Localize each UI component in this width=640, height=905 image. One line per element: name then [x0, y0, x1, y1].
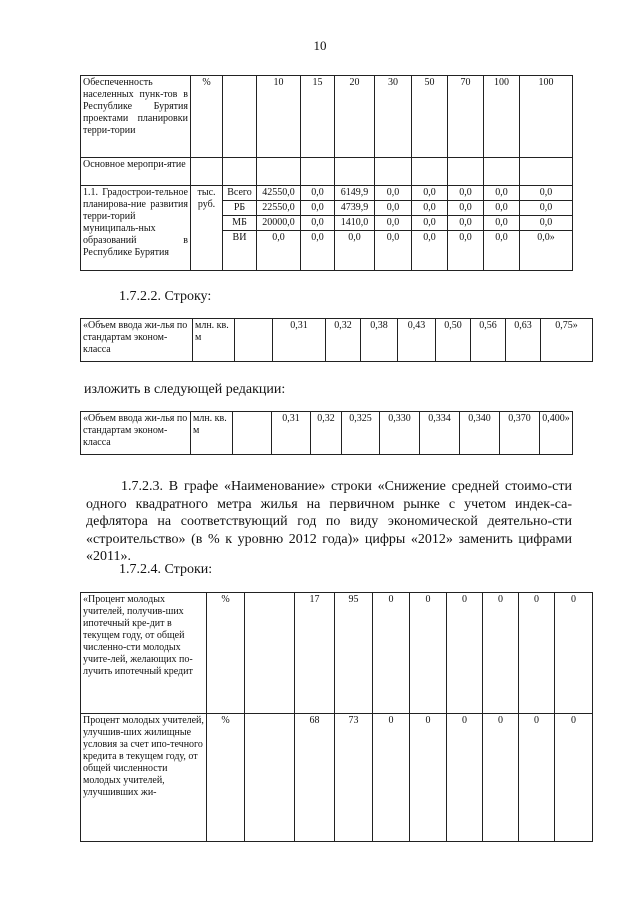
cell-value: 0,0 [375, 201, 412, 216]
cell-value: 22550,0 [257, 201, 301, 216]
cell-value: 0,0 [484, 201, 520, 216]
row-name: Основное меропри-ятие [81, 158, 191, 186]
cell-value: 0,0 [301, 216, 335, 231]
cell-value: 0,0 [412, 231, 448, 271]
row-name: «Процент молодых учителей, получив-ших ипотечный кре-дит в текущем году, от общей численно-сти молодых учите-лей, желающих по-лучить ипотечный кредит [81, 593, 207, 714]
source-label: МБ [223, 216, 257, 231]
table-row [81, 412, 573, 455]
cell-value: 20 [335, 76, 375, 158]
cell-value: 0,0 [484, 231, 520, 271]
cell-value: 0 [483, 593, 519, 714]
cell-value: 0,0 [257, 231, 301, 271]
cell-value: 0 [373, 593, 410, 714]
table-row [81, 186, 573, 201]
cell-value: 0 [373, 714, 410, 842]
cell-value: 0,0 [520, 201, 573, 216]
cell-value: 0,0 [301, 186, 335, 201]
cell-value: 0 [410, 714, 447, 842]
cell-value: 50 [412, 76, 448, 158]
cell-value: 0,370 [500, 412, 540, 455]
cell-value: 0,0 [448, 231, 484, 271]
cell-value: 68 [295, 714, 335, 842]
cell-value: 0 [519, 593, 555, 714]
cell-value: 0,0 [520, 216, 573, 231]
cell-value: 0 [410, 593, 447, 714]
amendment-paragraph: 1.7.2.3. В графе «Наименование» строки «Снижение средней стоимо-сти одного квадратного метра жилья на первичном рынке с учетом индек-са-дефлятора на соответствующий год по виду экономической деятельно-сти «строительство» (в % к уровню 2012 года)» цифры «2012» заменить цифрами «2011». [86, 479, 572, 564]
section-heading: изложить в следующей редакции: [84, 382, 286, 397]
cell-value: 0 [555, 714, 593, 842]
cell-value: 0,0 [375, 231, 412, 271]
page-number: 10 [313, 38, 327, 53]
cell-value: 0,0 [448, 201, 484, 216]
cell-value: 100 [484, 76, 520, 158]
cell-value: 0 [555, 593, 593, 714]
cell-value: 20000,0 [257, 216, 301, 231]
cell-value: 1410,0 [335, 216, 375, 231]
row-name: «Объем ввода жи-лья по стандартам эконом-класса [81, 412, 191, 455]
cell-value: 0,0 [301, 201, 335, 216]
cell-value: 0,75» [541, 319, 593, 362]
cell-value: 0,0 [520, 186, 573, 201]
row-unit: млн. кв. м [193, 319, 235, 362]
section-heading: 1.7.2.2. Строку: [119, 289, 212, 304]
cell-value: 0 [447, 714, 483, 842]
cell-value: 0,32 [326, 319, 361, 362]
cell-value: 0,0» [520, 231, 573, 271]
source-label: ВИ [223, 231, 257, 271]
table-row [81, 76, 573, 158]
table-row [81, 593, 593, 714]
table-row [81, 319, 593, 362]
row-unit: % [207, 593, 245, 714]
cell-value: 0 [519, 714, 555, 842]
cell-value: 42550,0 [257, 186, 301, 201]
row-name: Процент молодых учителей, улучшив-ших жилищные условия за счет ипо-течного кредита в текущем году, от общей численности молодых учителей, улучшивших жи- [81, 714, 207, 842]
cell-value: 0,334 [420, 412, 460, 455]
cell-value: 0,50 [436, 319, 471, 362]
cell-value: 0,43 [398, 319, 436, 362]
cell-value: 100 [520, 76, 573, 158]
cell-value: 0,0 [484, 186, 520, 201]
cell-value: 0,56 [471, 319, 506, 362]
row-name: Обеспеченность населенных пунк-тов в Республике Бурятия проектами планировки терри-тории [81, 76, 191, 158]
cell-value: 30 [375, 76, 412, 158]
row-name: 1.1. Градострои-тельное планирова-ние развития терри-торий муниципаль-ных образований в Республике Бурятия [81, 186, 191, 271]
row-unit: млн. кв. м [191, 412, 233, 455]
cell-value: 70 [448, 76, 484, 158]
cell-value: 0,340 [460, 412, 500, 455]
cell-value: 0,0 [448, 216, 484, 231]
cell-value: 0 [447, 593, 483, 714]
section-heading: 1.7.2.4. Строки: [119, 562, 213, 577]
cell-value: 4739,9 [335, 201, 375, 216]
cell-value: 0,38 [361, 319, 398, 362]
old-housing-row-table [80, 318, 593, 362]
cell-value: 15 [301, 76, 335, 158]
source-label: Всего [223, 186, 257, 201]
cell-value: 0,330 [380, 412, 420, 455]
cell-value: 0,0 [335, 231, 375, 271]
row-unit: % [207, 714, 245, 842]
table-row [81, 158, 573, 186]
cell-value: 0,0 [412, 216, 448, 231]
program-indicators-table [80, 75, 573, 271]
cell-value: 10 [257, 76, 301, 158]
teachers-mortgage-table [80, 592, 593, 842]
row-unit: тыс. руб. [191, 186, 223, 271]
cell-value: 0,0 [412, 186, 448, 201]
cell-value: 0,0 [375, 186, 412, 201]
cell-value: 0,0 [484, 216, 520, 231]
cell-value: 0,325 [342, 412, 380, 455]
cell-value: 0,31 [273, 319, 326, 362]
cell-value: 0,0 [448, 186, 484, 201]
cell-value: 95 [335, 593, 373, 714]
table-row [81, 714, 593, 842]
row-name: «Объем ввода жи-лья по стандартам эконом-класса [81, 319, 193, 362]
cell-value: 0,400» [540, 412, 573, 455]
cell-value: 0 [483, 714, 519, 842]
cell-value: 0,0 [412, 201, 448, 216]
cell-value: 0,63 [506, 319, 541, 362]
cell-value: 6149,9 [335, 186, 375, 201]
row-unit: % [191, 76, 223, 158]
cell-value: 73 [335, 714, 373, 842]
cell-value: 0,0 [375, 216, 412, 231]
cell-value: 0,31 [272, 412, 311, 455]
cell-value: 17 [295, 593, 335, 714]
cell-value: 0,32 [311, 412, 342, 455]
new-housing-row-table [80, 411, 573, 455]
source-label: РБ [223, 201, 257, 216]
cell-value: 0,0 [301, 231, 335, 271]
